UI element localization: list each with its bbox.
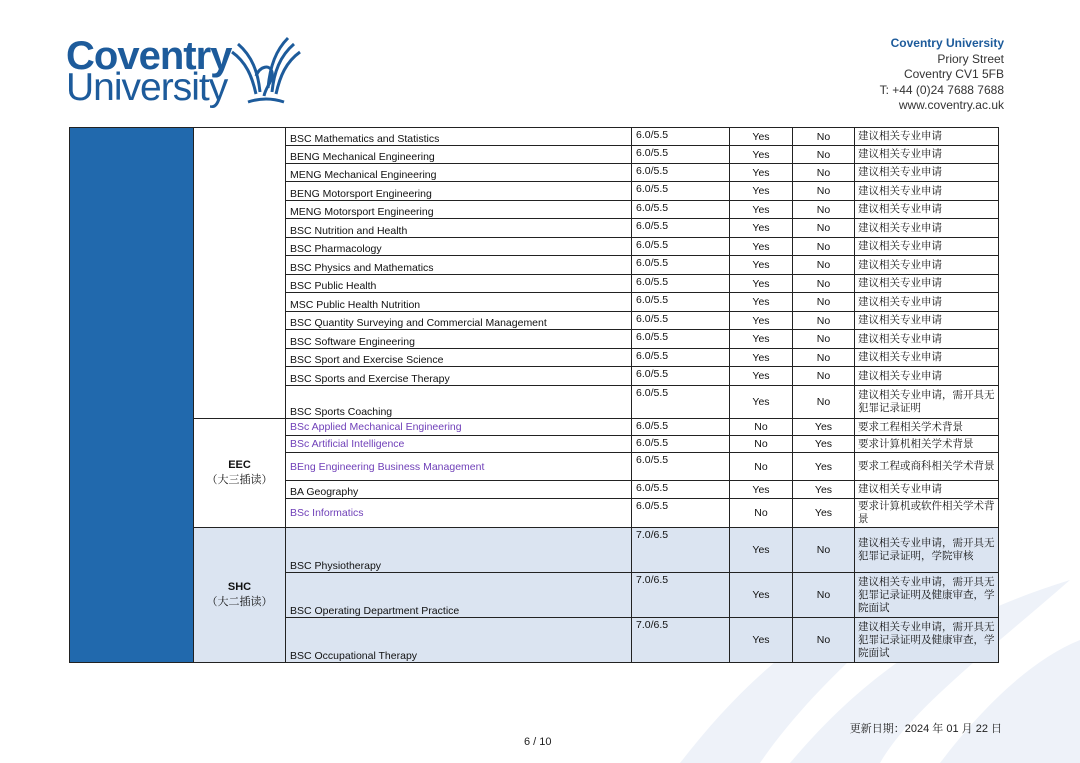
ielts-score: 6.0/5.5 — [632, 367, 730, 386]
ielts-score: 6.0/5.5 — [632, 238, 730, 256]
course-name: BSC Physiotherapy — [286, 528, 632, 573]
column-1-value: Yes — [730, 528, 793, 573]
column-1-value: Yes — [730, 256, 793, 275]
ielts-score: 6.0/5.5 — [632, 201, 730, 219]
column-2-value: No — [793, 275, 855, 293]
table-row — [70, 128, 999, 146]
ielts-score: 6.0/5.5 — [632, 499, 730, 528]
course-name: MENG Mechanical Engineering — [286, 164, 632, 182]
note-cell: 建议相关专业申请，需开具无犯罪记录证明及健康审查，学院面试 — [855, 618, 999, 663]
column-2-value: No — [793, 573, 855, 618]
ielts-score: 7.0/6.5 — [632, 528, 730, 573]
note-cell: 建议相关专业申请，需开具无犯罪记录证明，学院审核 — [855, 528, 999, 573]
course-name: BSC Mathematics and Statistics — [286, 128, 632, 146]
note-cell: 建议相关专业申请，需开具无犯罪记录证明 — [855, 386, 999, 419]
table-row — [70, 528, 999, 573]
ielts-score: 6.0/5.5 — [632, 312, 730, 330]
note-cell: 建议相关专业申请 — [855, 256, 999, 275]
course-name[interactable]: BEng Engineering Business Management — [286, 453, 632, 481]
column-1-value: No — [730, 453, 793, 481]
column-2-value: Yes — [793, 499, 855, 528]
column-1-value: Yes — [730, 481, 793, 499]
column-1-value: Yes — [730, 386, 793, 419]
ielts-score: 6.0/5.5 — [632, 182, 730, 201]
course-table-body — [70, 128, 999, 663]
group-subtitle: （大三插读） — [206, 474, 273, 486]
group-subtitle: （大二插读） — [206, 596, 273, 608]
ielts-score: 6.0/5.5 — [632, 481, 730, 499]
note-cell: 要求工程或商科相关学术背景 — [855, 453, 999, 481]
ielts-score: 6.0/5.5 — [632, 453, 730, 481]
column-2-value: No — [793, 349, 855, 367]
group-cell-empty — [194, 128, 286, 419]
column-1-value: Yes — [730, 330, 793, 349]
course-name: BSC Sport and Exercise Science — [286, 349, 632, 367]
course-name: BSC Software Engineering — [286, 330, 632, 349]
side-band — [70, 128, 194, 663]
course-name[interactable]: BSc Artificial Intelligence — [286, 436, 632, 453]
address-block — [880, 36, 1004, 114]
address-web: www.coventry.ac.uk — [898, 98, 1004, 112]
ielts-score: 6.0/5.5 — [632, 164, 730, 182]
note-cell: 建议相关专业申请 — [855, 128, 999, 146]
note-cell: 建议相关专业申请 — [855, 201, 999, 219]
column-2-value: No — [793, 367, 855, 386]
address-name: Coventry University — [890, 36, 1004, 50]
course-table — [69, 127, 999, 663]
column-1-value: Yes — [730, 349, 793, 367]
group-code: EEC — [228, 459, 251, 471]
note-cell: 建议相关专业申请 — [855, 293, 999, 312]
ielts-score: 6.0/5.5 — [632, 330, 730, 349]
note-cell: 建议相关专业申请，需开具无犯罪记录证明及健康审查，学院面试 — [855, 573, 999, 618]
note-cell: 要求计算机相关学术背景 — [855, 436, 999, 453]
column-1-value: Yes — [730, 367, 793, 386]
column-2-value: No — [793, 330, 855, 349]
column-2-value: No — [793, 386, 855, 419]
column-2-value: No — [793, 146, 855, 164]
page-number: 6 / 10 — [524, 736, 552, 748]
note-cell: 建议相关专业申请 — [855, 238, 999, 256]
note-cell: 建议相关专业申请 — [855, 330, 999, 349]
note-cell: 建议相关专业申请 — [855, 367, 999, 386]
address-street: Priory Street — [937, 51, 1004, 66]
column-2-value: Yes — [793, 436, 855, 453]
course-name: BA Geography — [286, 481, 632, 499]
ielts-score: 6.0/5.5 — [632, 256, 730, 275]
course-name: BSC Physics and Mathematics — [286, 256, 632, 275]
updated-date: 更新日期：2024 年 01 月 22 日 — [849, 723, 1002, 735]
column-2-value: Yes — [793, 453, 855, 481]
column-1-value: Yes — [730, 219, 793, 238]
column-2-value: No — [793, 618, 855, 663]
column-2-value: Yes — [793, 419, 855, 436]
ielts-score: 7.0/6.5 — [632, 618, 730, 663]
column-1-value: Yes — [730, 312, 793, 330]
ielts-score: 6.0/5.5 — [632, 219, 730, 238]
note-cell: 建议相关专业申请 — [855, 481, 999, 499]
course-name: BENG Mechanical Engineering — [286, 146, 632, 164]
column-1-value: Yes — [730, 182, 793, 201]
column-1-value: Yes — [730, 618, 793, 663]
course-name: BSC Operating Department Practice — [286, 573, 632, 618]
note-cell: 建议相关专业申请 — [855, 164, 999, 182]
course-name: BSC Public Health — [286, 275, 632, 293]
ielts-score: 6.0/5.5 — [632, 436, 730, 453]
note-cell: 建议相关专业申请 — [855, 349, 999, 367]
phoenix-icon — [226, 36, 306, 106]
column-1-value: Yes — [730, 573, 793, 618]
column-1-value: Yes — [730, 275, 793, 293]
ielts-score: 6.0/5.5 — [632, 386, 730, 419]
column-1-value: Yes — [730, 128, 793, 146]
column-2-value: No — [793, 256, 855, 275]
note-cell: 要求计算机或软件相关学术背景 — [855, 499, 999, 528]
column-1-value: Yes — [730, 146, 793, 164]
column-1-value: Yes — [730, 201, 793, 219]
group-label-eec — [194, 419, 286, 528]
note-cell: 要求工程相关学术背景 — [855, 419, 999, 436]
coventry-logo — [66, 34, 306, 109]
note-cell: 建议相关专业申请 — [855, 312, 999, 330]
group-code: SHC — [227, 581, 252, 593]
note-cell: 建议相关专业申请 — [855, 146, 999, 164]
ielts-score: 6.0/5.5 — [632, 128, 730, 146]
column-1-value: No — [730, 419, 793, 436]
ielts-score: 7.0/6.5 — [632, 573, 730, 618]
ielts-score: 6.0/5.5 — [632, 419, 730, 436]
column-2-value: No — [793, 528, 855, 573]
note-cell: 建议相关专业申请 — [855, 219, 999, 238]
address-city: Coventry CV1 5FB — [903, 67, 1004, 81]
note-cell: 建议相关专业申请 — [855, 275, 999, 293]
course-name[interactable]: BSc Applied Mechanical Engineering — [286, 419, 632, 436]
column-1-value: Yes — [730, 164, 793, 182]
column-1-value: No — [730, 499, 793, 528]
column-2-value: No — [793, 164, 855, 182]
group-label-shc — [194, 528, 286, 663]
column-2-value: Yes — [793, 481, 855, 499]
column-2-value: No — [793, 128, 855, 146]
column-1-value: Yes — [730, 293, 793, 312]
ielts-score: 6.0/5.5 — [632, 293, 730, 312]
course-name: BSC Sports and Exercise Therapy — [286, 367, 632, 386]
course-name[interactable]: BSc Informatics — [286, 499, 632, 528]
ielts-score: 6.0/5.5 — [632, 349, 730, 367]
column-2-value: No — [793, 293, 855, 312]
course-name: BSC Pharmacology — [286, 238, 632, 256]
course-name: BSC Sports Coaching — [286, 386, 632, 419]
ielts-score: 6.0/5.5 — [632, 146, 730, 164]
column-2-value: No — [793, 182, 855, 201]
course-name: MSC Public Health Nutrition — [286, 293, 632, 312]
address-phone: T: +44 (0)24 7688 7688 — [879, 82, 1004, 97]
note-cell: 建议相关专业申请 — [855, 182, 999, 201]
column-2-value: No — [793, 238, 855, 256]
column-1-value: Yes — [730, 238, 793, 256]
column-2-value: No — [793, 201, 855, 219]
course-name: BENG Motorsport Engineering — [286, 182, 632, 201]
column-2-value: No — [793, 312, 855, 330]
column-2-value: No — [793, 219, 855, 238]
column-1-value: No — [730, 436, 793, 453]
logo-line1: Coventry — [66, 34, 232, 78]
course-name: BSC Nutrition and Health — [286, 219, 632, 238]
table-row — [70, 419, 999, 436]
ielts-score: 6.0/5.5 — [632, 275, 730, 293]
logo-line2: University — [66, 66, 228, 109]
course-name: BSC Quantity Surveying and Commercial Management — [286, 312, 632, 330]
course-name: BSC Occupational Therapy — [286, 618, 632, 663]
course-name: MENG Motorsport Engineering — [286, 201, 632, 219]
